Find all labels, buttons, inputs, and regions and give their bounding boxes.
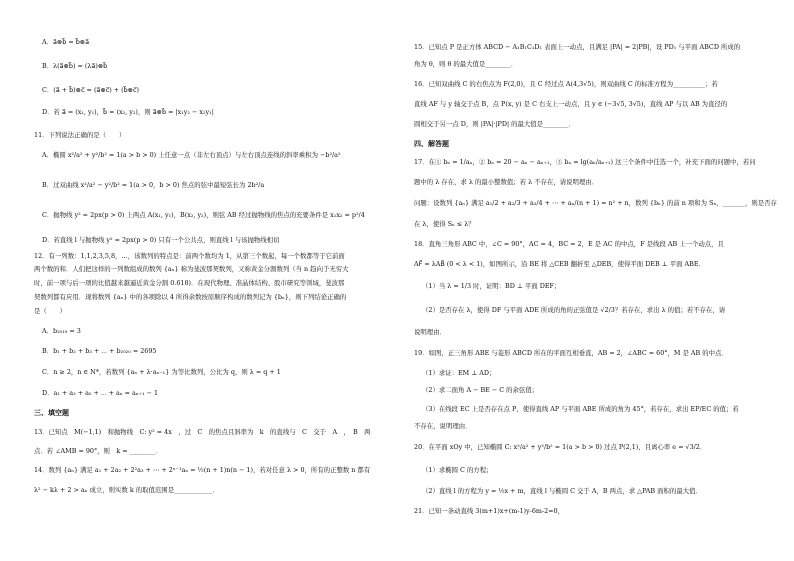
question-13-line-2: 点．若 ∠AMB = 90°，则 k = ________．	[34, 447, 162, 455]
left-column	[34, 0, 390, 561]
question-19-part-2: （2）求二面角 A − BE − C 的余弦值；	[422, 386, 539, 394]
question-12-line-1: 12．有一列数：1,1,2,3,5,8，…，该数列的特点是：前两个数均为 1，从第三个数起，每一个数都等于它前面	[34, 252, 345, 260]
question-18-part-2: （2）是否存在 λ，使得 DF 与平面 ADE 所成的角的正弦值是 √2/3？若存在，求出 λ 的值；若不存在，请	[422, 306, 726, 314]
question-14-line-2: λ² − kλ + 2 > aₙ 成立，则实数 k 的取值范围是____________．	[34, 486, 219, 494]
question-20-part-1: （1）求椭圆 C 的方程；	[422, 466, 493, 474]
question-16-line-1: 16．已知双曲线 C 的右焦点为 F(2,0)，且 C 经过点 A(4,3√5)，则双曲线 C 的标准方程为__________；若	[414, 80, 718, 88]
question-17-line-3: 问题：设数列 {aₙ} 满足 a₁/2 + a₂/3 + a₃/4 + ⋯ + aₙ/(n + 1) = n² + n，数列 {bₙ} 的前 n 项和为 Sₙ，_______，则是否存	[414, 199, 777, 207]
question-15-line-1: 15．已知点 P 是正方体 ABCD − A₁B₁C₁D₁ 表面上一动点，且满足 |PA| = 2|PB|，设 PD₁ 与平面 ABCD 所成的	[414, 43, 741, 51]
question-18-line-2: AF⃗ = λAB⃗ (0 < λ < 1)，如图所示，沿 BE 将 △CEB 翻折至 △DEB，使得平面 DEB ⊥ 平面 ABE．	[414, 260, 705, 268]
question-12-option-a: A．b₂₀₁₉ = 3	[42, 327, 81, 335]
question-11-option-c: C．抛物线 y² = 2px(p > 0) 上两点 A(x₁, y₁)，B(x₂, y₂)，则弦 AB 经过抛物线的焦点的充要条件是 x₁x₂ = p²/4	[42, 211, 365, 219]
question-19-part-1: （1）求证：EM ⊥ AD；	[422, 369, 496, 377]
question-20-part-2: （2）直线 l 的方程为 y = ½x + m，直线 l 与椭圆 C 交于 A，B 两点，求 △PAB 面积的最大值．	[422, 487, 702, 495]
question-11-stem: 11．下列说法正确的是（ ）	[34, 131, 126, 139]
question-19-line-5: 不存在，说明理由．	[414, 422, 472, 430]
question-15-line-2: 角为 θ，则 θ 的最大值是________．	[414, 60, 518, 68]
question-12-option-d: D．a₁ + a₃ + a₅ + ⋯ + aₙ = aₙ₊₁ − 1	[42, 389, 159, 397]
question-19-part-3: （3）在线段 EC 上是否存在点 P，使得直线 AP 与平面 ABE 所成的角为 45°，若存在，求出 EP/EC 的值；若	[422, 405, 739, 413]
question-17-line-4: 在 λ，使得 Sₙ ≤ λ？	[414, 220, 475, 228]
question-17-line-2: 题中的 λ 存在，求 λ 的最小整数值；若 λ 不存在，请说明理由．	[414, 178, 599, 186]
question-12-option-b: B．b₁ + b₂ + b₃ + ⋯ + b₂₀₂₀ = 2695	[42, 347, 157, 355]
section-3-heading: 三、填空题	[34, 409, 69, 417]
question-13-line-1: 13．已知点 M(−1,1) 和抛物线 C: y² = 4x ，过 C 的焦点且斜率为 k 的直线与 C 交于 A ， B 两	[34, 428, 371, 436]
section-4-heading: 四、解答题	[414, 140, 449, 148]
question-11-option-d: D．若直线 l 与抛物线 y² = 2px(p > 0) 只有一个公共点，则直线 l 与该抛物线相切	[42, 236, 280, 244]
question-16-line-2: 直线 AF 与 y 轴交于点 B，点 P(x, y) 是 C 右支上一动点，且 y ∈ (−3√5, 3√5)，直线 AP 与以 AB 为直径的	[414, 100, 728, 108]
right-column	[414, 0, 777, 561]
question-11-option-b: B．过双曲线 x²/a² − y²/b² = 1(a > 0，b > 0) 焦点的弦中最短弦长为 2b²/a	[42, 181, 265, 189]
question-11-option-a: A．椭圆 x²/a² + y²/b² = 1(a > b > 0) 上任意一点（非左右顶点）与左右顶点连线的斜率乘积为 −b²/a²	[42, 151, 341, 159]
question-19-line-1: 19．如图，正三角形 ABE 与菱形 ABCD 所在的平面互相垂直，AB = 2，∠ABC = 60°，M 是 AB 的中点．	[414, 349, 728, 357]
question-18-line-5: 说明理由．	[414, 328, 446, 336]
question-17-line-1: 17．在① bₙ = 1/aₙ，② bₙ = 20 − aₙ − aₙ₊₁，③ bₙ = lg(aₙ/aₙ₊₁) 这三个条件中任选一个，补充下面的问题中，若问	[414, 158, 756, 166]
question-16-line-3: 圆相交于另一点 D，则 |PA|·|PD| 的最大值是________．	[414, 120, 576, 128]
option-c-distributive: C．(a⃗ + b⃗)⊗c⃗ = (a⃗⊗c⃗) + (b⃗⊗c⃗)	[42, 86, 140, 94]
option-d-coordinates: D．若 a⃗ = (x₁, y₁)，b⃗ = (x₂, y₂)，则 a⃗⊗b⃗ = |x₁y₂ − x₂y₁|	[42, 108, 214, 116]
question-14-line-1: 14．数列 {aₙ} 满足 a₁ + 2a₂ + 2²a₃ + ⋯ + 2ⁿ⁻¹aₙ = ½(n + 1)n(n − 1)，若对任意 λ > 0，所有的正整数 n 都有	[34, 466, 371, 474]
question-18-part-1: （1）当 λ = 1/3 时，证明：BD ⊥ 平面 DEF；	[422, 282, 561, 290]
question-21-line-1: 21．已知一条动直线 3(m+1)x+(m-1)y-6m-2=0，	[414, 507, 564, 515]
question-12-line-2: 两个数的和．人们把这样的一列数组成的数列 {aₙ} 称为斐波那契数列，又称黄金分割数列（当 n 趋向于无穷大	[34, 265, 349, 273]
option-a-commutative: A．a⃗⊗b⃗ = b⃗⊗a⃗	[42, 38, 90, 46]
question-12-line-3: 时，前一项与后一项的比值越来越逼近黄金分割 0.618)．在现代物理、准晶体结构、股市研究等领域，斐波那	[34, 279, 345, 287]
question-12-option-c: C．n ≥ 2，n ∈ N*，若数列 {aₙ + λ·aₙ₋₁} 为等比数列，公比为 q，则 λ = q + 1	[42, 368, 281, 376]
question-12-line-5: 是（ ）	[34, 307, 66, 315]
question-18-line-1: 18．直角三角形 ABC 中，∠C = 90°，AC = 4，BC = 2，E 是 AC 的中点，F 是线段 AB 上一个动点，且	[414, 240, 724, 248]
question-20-line-1: 20．在平面 xOy 中，已知椭圆 C: x²/a² + y²/b² = 1(a > b > 0) 过点 P(2,1)，且离心率 e = √3/2．	[414, 443, 707, 451]
option-b-scalar: B．λ(a⃗⊗b⃗) = (λa⃗)⊗b⃗	[42, 62, 108, 70]
question-12-line-4: 契数列都有应用．现将数列 {aₙ} 中的各项除以 4 所得余数按原顺序构成的数列记为 {bₙ}，则下列结论正确的	[34, 293, 347, 301]
